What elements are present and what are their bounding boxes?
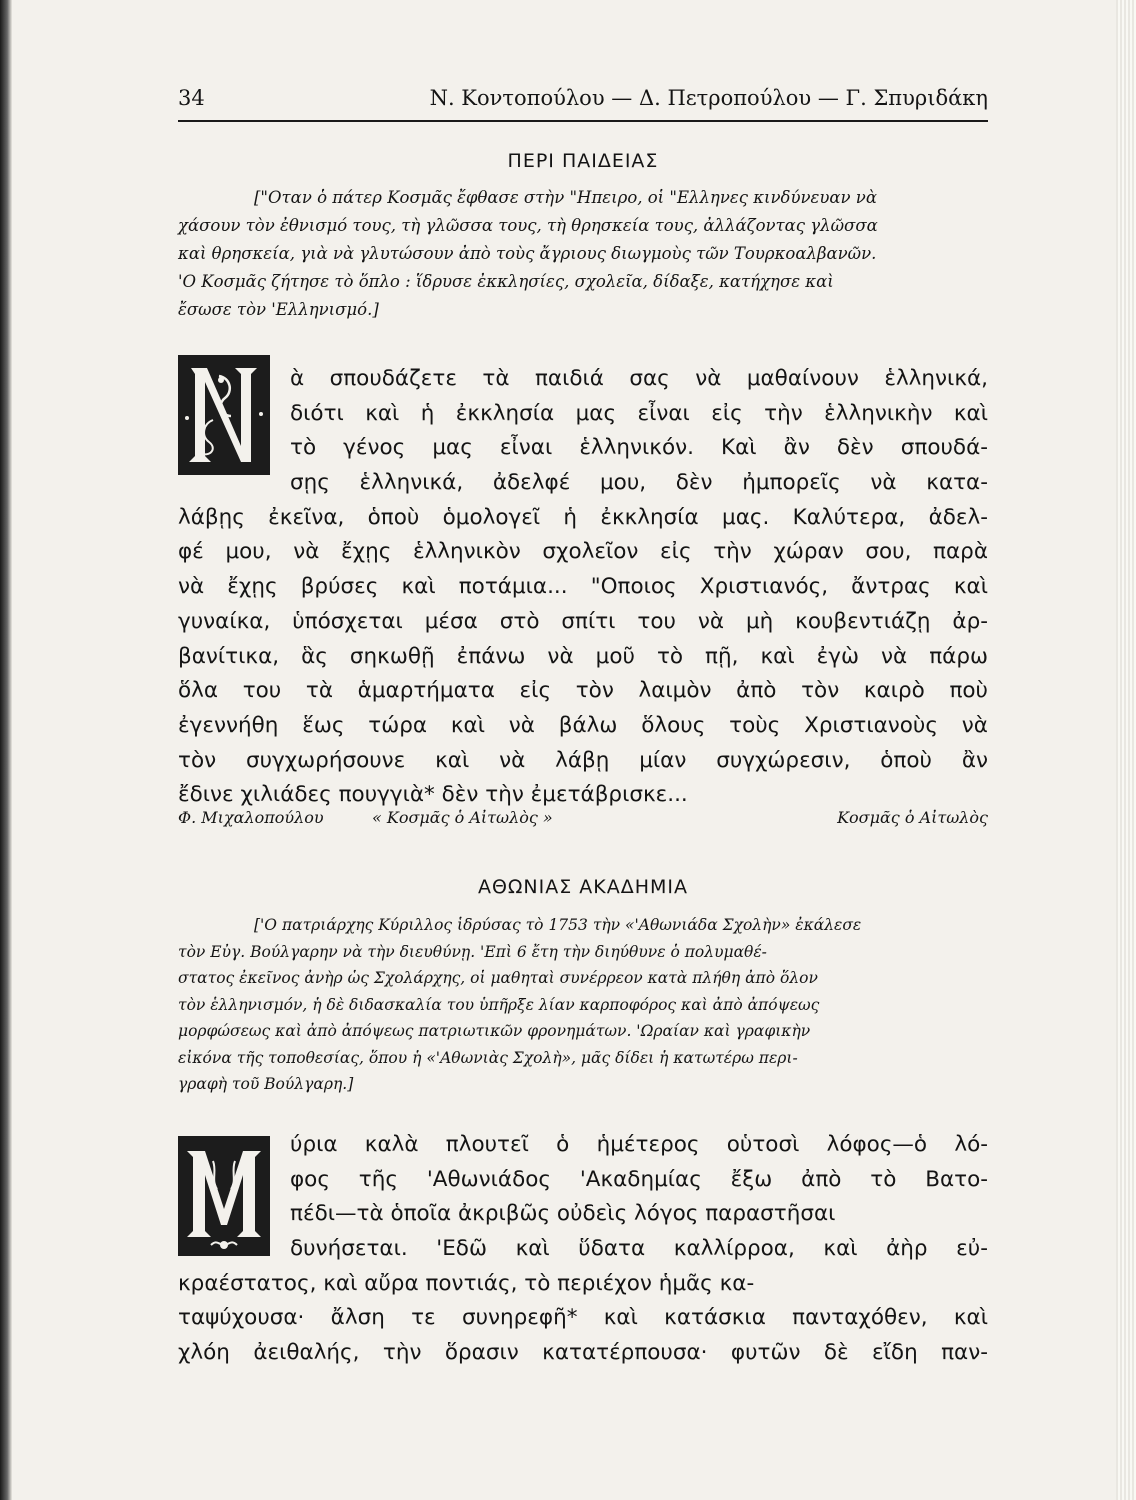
intro-line: χάσουν τὸν ἐθνισμό τους, τὴ γλῶσσα τους, τὴ θρησκεία τους, ἀλλάζοντας γλῶσσα [178,216,878,235]
body-line: ἐγεννήθη ἕως τώρα καὶ νὰ βάλω ὅλους τοὺς Χριστιανοὺς νὰ [178,712,988,738]
citation-work: « Κοσμᾶς ὁ Αἰτωλὸς » [372,808,553,827]
body-line: ἔδινε χιλιάδες πουγγιὰ* δὲν τὴν ἐμετάβρισκε... [178,782,688,808]
section2-intro [178,912,988,1098]
page-number: 34 [178,86,205,110]
body-line: δυνήσεται. 'Εδῶ καὶ ὕδατα καλλίρροα, καὶ ἀὴρ εὐ- [290,1236,988,1262]
citation-subject: Κοσμᾶς ὁ Αἰτωλὸς [837,808,988,827]
intro-line: γραφὴ τοῦ Βούλγαρη.] [178,1075,354,1093]
body-line: ύρια καλὰ πλουτεῖ ὁ ἡμέτερος οὑτοσὶ λόφος—ὁ λό- [290,1132,988,1157]
body-line: σῃς ἑλληνικά, ἀδελφέ μου, δὲν ἠμπορεῖς νὰ κατα- [290,470,988,496]
body-line: φέ μου, νὰ ἔχῃς ἑλληνικὸν σχολεῖον εἰς τὴν χώραν σου, παρὰ [178,539,988,565]
intro-line: ["Οταν ὁ πάτερ Κοσμᾶς ἔφθασε στὴν "Ηπειρο, οἱ "Ελληνες κινδύνευαν νὰ [254,188,877,207]
running-head: Ν. Κοντοπούλου — Δ. Πετροπούλου — Γ. Σπυριδάκη [429,86,988,110]
body-line: φος τῆς 'Αθωνιάδος 'Ακαδημίας ἔξω ἀπὸ τὸ Βατο- [290,1166,988,1192]
body-line: διότι καὶ ἡ ἐκκλησία μας εἶναι εἰς τὴν ἑλληνικὴν καὶ [290,400,988,426]
body-line: νὰ ἔχῃς βρύσες καὶ ποτάμια... "Οποιος Χριστιανός, ἄντρας καὶ [178,574,988,600]
intro-line: τὸν Εὐγ. Βούλγαρην νὰ τὴν διευθύνῃ. 'Επὶ 6 ἔτη τὴν διηύθυνε ὁ πολυμαθέ- [178,942,767,961]
body-line: τὸν συγχωρήσουνε καὶ νὰ λάβῃ μίαν συγχώρεσιν, ὁποὺ ἂν [178,747,988,773]
intro-line: στατος ἐκεῖνος ἀνὴρ ὡς Σχολάρχης, οἱ μαθηταὶ συνέρρεον κατὰ πλήθη ἀπὸ ὅλον [178,969,818,987]
page-binding-shadow [0,0,12,1500]
section1-body [178,362,988,813]
section2-body [178,1128,988,1371]
intro-line: τὸν ἑλληνισμόν, ἡ δὲ διδασκαλία του ὑπῆρξε λίαν καρποφόρος καὶ ἀπὸ ἀπόψεως [178,995,820,1014]
intro-line: μορφώσεως καὶ ἀπὸ ἀπόψεως πατριωτικῶν φρονημάτων. 'Ωραίαν καὶ γραφικὴν [178,1022,811,1040]
section-title-athonias-akadimia: ΑΘΩΝΙΑΣ ΑΚΑΔΗΜΙΑ [477,876,689,898]
body-line: ὅλα του τὰ ἁμαρτήματα εἰς τὸν λαιμὸν ἀπὸ τὸν καιρὸ ποὺ [178,678,988,704]
body-line: κραέστατος, καὶ αὔρα ποντιάς, τὸ περιέχον ἡμᾶς κα- [178,1270,755,1296]
body-line: πέδι—τὰ ὁποῖα ἀκριβῶς οὐδεὶς λόγος παραστῆσαι [290,1201,836,1227]
body-line: λάβῃς ἐκεῖνα, ὁποὺ ὁμολογεῖ ἡ ἐκκλησία μας. Καλύτερα, ἀδελ- [178,504,988,530]
intro-line: 'Ο Κοσμᾶς ζήτησε τὸ ὅπλο : ἵδρυσε ἐκκλησίες, σχολεῖα, δίδαξε, κατήχησε καὶ [178,272,834,291]
section1-intro [178,184,988,324]
intro-line: ἔσωσε τὸν 'Ελληνισμό.] [178,300,379,319]
citation-author: Φ. Μιχαλοπούλου [178,808,324,827]
body-line: χλόη ἀειθαλής, τὴν ὅρασιν κατατέρπουσα· φυτῶν δὲ εἴδη παν- [178,1340,988,1366]
body-line: ταψύχουσα· ἄλση τε συνηρεφῆ* καὶ κατάσκια πανταχόθεν, καὶ [178,1305,988,1331]
body-line: βανίτικα, ἃς σηκωθῇ ἐπάνω νὰ μοῦ τὸ πῇ, καὶ ἐγὼ νὰ πάρω [178,643,988,669]
page-edge-stack [1116,0,1136,1500]
body-line: τὸ γένος μας εἶναι ἑλληνικόν. Καὶ ἂν δὲν σπουδά- [290,435,988,461]
body-line: ὰ σπουδάζετε τὰ παιδιά σας νὰ μαθαίνουν ἑλληνικά, [290,366,988,391]
body-line: γυναίκα, ὑπόσχεται μέσα στὸ σπίτι του νὰ μὴ κουβεντιάζῃ ἀρ- [178,608,988,634]
citation [178,808,988,830]
section-title-peri-paideias: ΠΕΡΙ ΠΑΙΔΕΙΑΣ [507,150,659,172]
intro-line: ['Ο πατριάρχης Κύριλλος ἱδρύσας τὸ 1753 τὴν «'Αθωνιάδα Σχολὴν» ἐκάλεσε [254,916,862,934]
intro-line: εἰκόνα τῆς τοποθεσίας, ὅπου ἡ «'Αθωνιὰς Σχολὴ», μᾶς δίδει ἡ κατωτέρω περι- [178,1048,798,1067]
page-header [178,86,988,122]
intro-line: καὶ θρησκεία, γιὰ νὰ γλυτώσουν ἀπὸ τοὺς ἄγριους διωγμοὺς τῶν Τουρκοαλβανῶν. [178,244,877,263]
